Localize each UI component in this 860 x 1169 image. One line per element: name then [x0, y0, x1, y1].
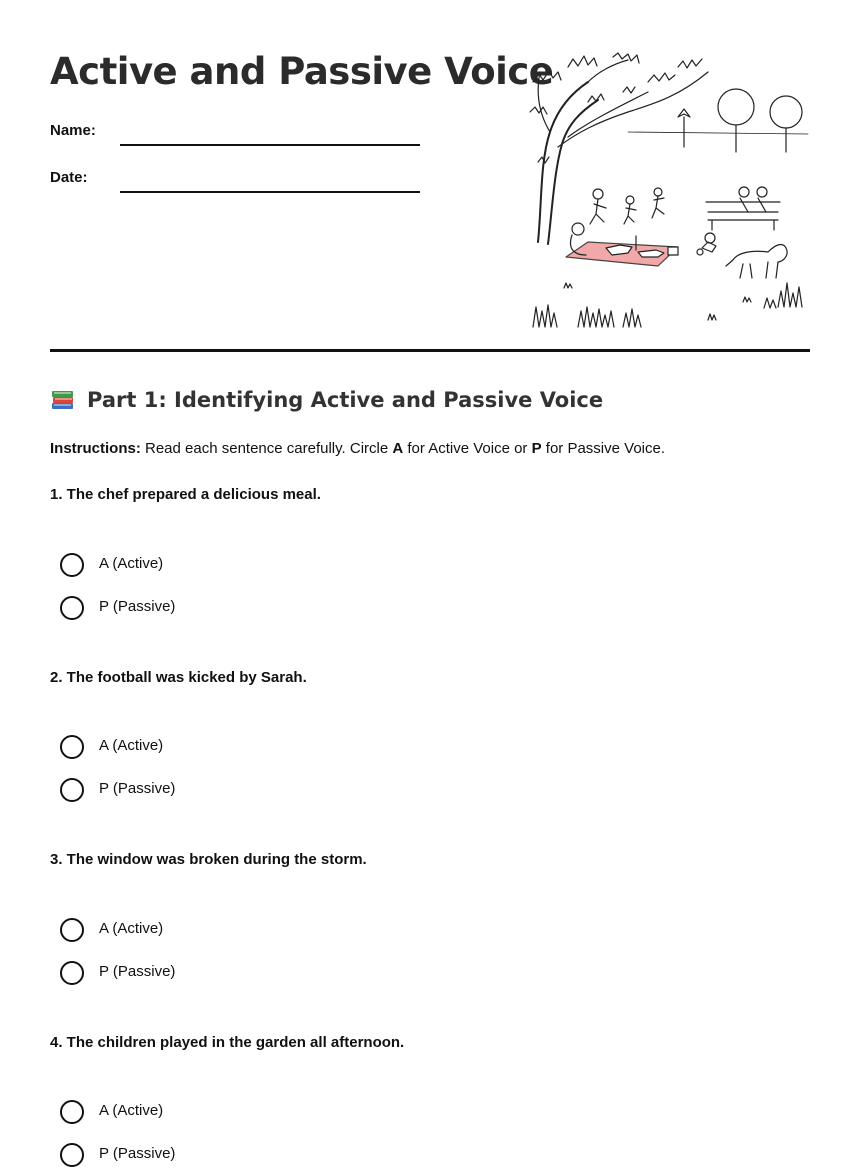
instructions — [50, 440, 665, 457]
option-label: A (Active) — [99, 1102, 164, 1119]
books-icon — [50, 388, 76, 412]
part1-title — [50, 388, 603, 412]
option-passive[interactable] — [60, 778, 360, 804]
radio-circle[interactable] — [60, 553, 84, 577]
option-active[interactable] — [60, 918, 360, 944]
instructions-text-2: for Active Voice or — [403, 440, 532, 457]
date-line[interactable] — [120, 191, 420, 193]
worksheet-title: Active and Passive Voice — [50, 50, 554, 93]
option-passive[interactable] — [60, 596, 360, 622]
name-field[interactable] — [50, 120, 420, 144]
instructions-active-letter: A — [392, 440, 404, 457]
radio-circle[interactable] — [60, 1100, 84, 1124]
radio-circle[interactable] — [60, 1143, 84, 1167]
option-active[interactable] — [60, 735, 360, 761]
radio-circle[interactable] — [60, 596, 84, 620]
name-label: Name: — [50, 122, 96, 139]
instructions-passive-letter: P — [531, 440, 542, 457]
question-text: 1. The chef prepared a delicious meal. — [50, 486, 321, 503]
worksheet-page — [50, 0, 810, 1162]
option-label: A (Active) — [99, 920, 164, 937]
option-label: A (Active) — [99, 555, 164, 572]
option-label: A (Active) — [99, 737, 164, 754]
question-text: 2. The football was kicked by Sarah. — [50, 669, 307, 686]
date-field[interactable] — [50, 167, 420, 191]
instructions-text-3: for Passive Voice. — [541, 440, 666, 457]
name-line[interactable] — [120, 144, 420, 146]
option-label: P (Passive) — [99, 780, 176, 797]
park-picnic-illustration — [528, 52, 810, 330]
option-label: P (Passive) — [99, 1145, 176, 1162]
option-label: P (Passive) — [99, 963, 176, 980]
question-text: 4. The children played in the garden all afternoon. — [50, 1034, 405, 1051]
option-active[interactable] — [60, 553, 360, 579]
radio-circle[interactable] — [60, 735, 84, 759]
option-passive[interactable] — [60, 961, 360, 987]
date-label: Date: — [50, 169, 88, 186]
worksheet-header — [50, 0, 810, 352]
option-active[interactable] — [60, 1100, 360, 1126]
instructions-label: Instructions: — [50, 440, 141, 457]
instructions-text-1: Read each sentence carefully. Circle — [140, 440, 393, 457]
radio-circle[interactable] — [60, 778, 84, 802]
radio-circle[interactable] — [60, 961, 84, 985]
part1-title-text: Part 1: Identifying Active and Passive Voice — [87, 388, 604, 412]
question-text: 3. The window was broken during the storm. — [50, 851, 367, 868]
option-passive[interactable] — [60, 1143, 360, 1169]
radio-circle[interactable] — [60, 918, 84, 942]
option-label: P (Passive) — [99, 598, 176, 615]
